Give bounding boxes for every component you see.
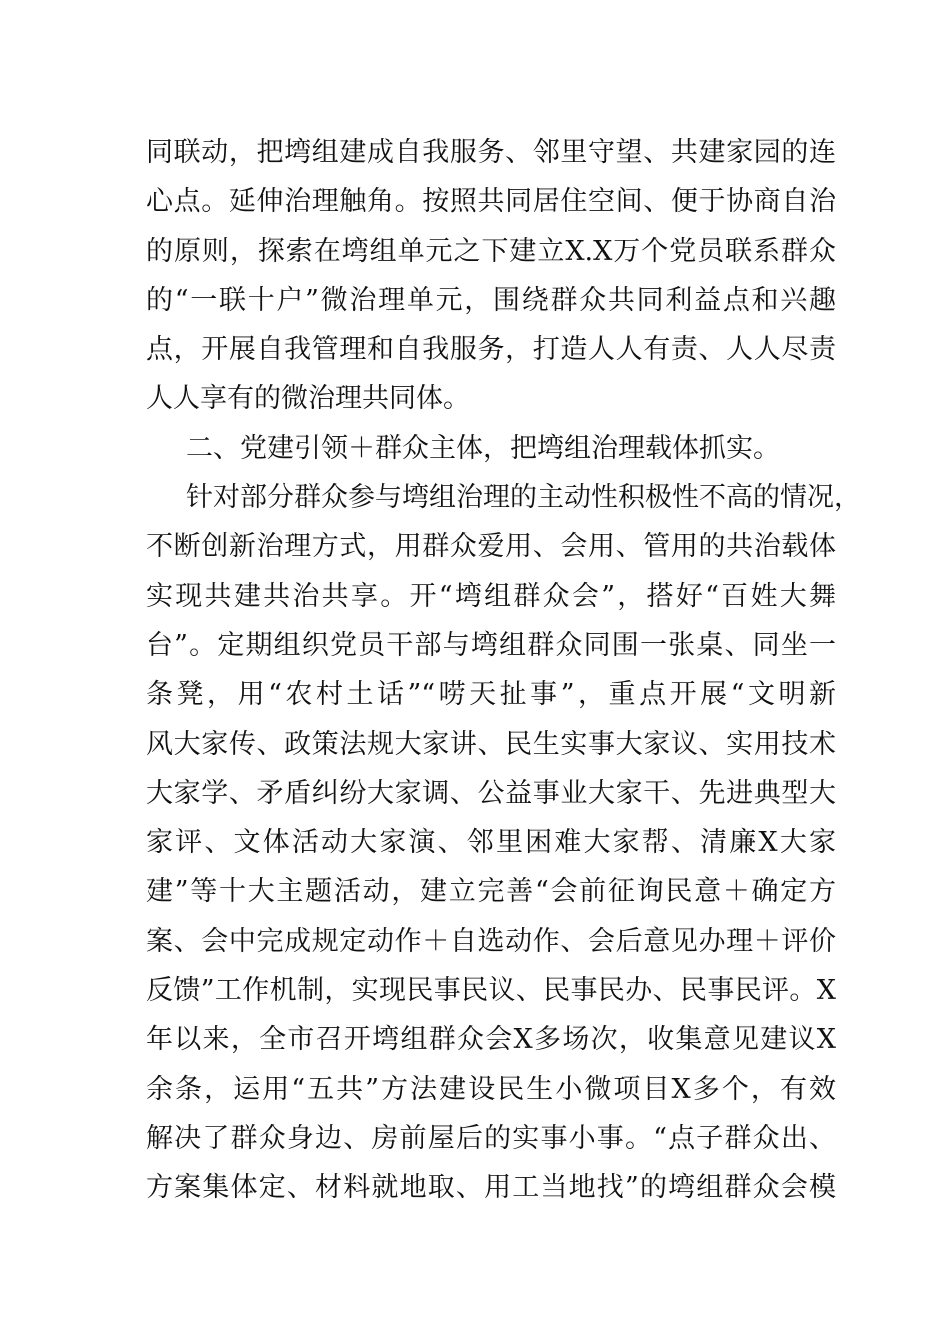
text-line: 年以来，全市召开塆组群众会X多场次，收集意见建议X [146,1024,836,1056]
text-line: 同联动，把塆组建成自我服务、邻里守望、共建家园的连 [146,137,836,168]
text-line: 人人享有的微治理共同体。 [146,383,470,415]
text-line: 大家学、矛盾纠纷大家调、公益事业大家干、先进典型大 [146,777,836,809]
text-line: 台”。定期组织党员干部与塆组群众同围一张桌、同坐一 [146,629,836,661]
text-line: 针对部分群众参与塆组治理的主动性积极性不高的情况， [186,482,861,514]
text-line: 家评、文体活动大家演、邻里困难大家帮、清廉X大家 [146,827,836,859]
text-line: 条凳，用“农村土话”“唠天扯事”，重点开展“文明新 [146,679,836,711]
text-line: 实现共建共治共享。开“塆组群众会”，搭好“百姓大舞 [146,580,836,612]
text-line: 建”等十大主题活动，建立完善“会前征询民意＋确定方 [146,876,836,908]
body-text [146,128,861,1213]
text-line: 的原则，探索在塆组单元之下建立X.X万个党员联系群众 [146,235,836,267]
text-line: 风大家传、政策法规大家讲、民生实事大家议、实用技术 [146,728,836,760]
text-line: 案、会中完成规定动作＋自选动作、会后意见办理＋评价 [146,925,836,957]
text-line: 反馈”工作机制，实现民事民议、民事民办、民事民评。X [146,975,836,1007]
text-line: 的“一联十户”微治理单元，围绕群众共同利益点和兴趣 [146,284,836,316]
text-line: 余条，运用“五共”方法建设民生小微项目X多个，有效 [146,1073,836,1105]
section-heading: 二、党建引领＋群众主体，把塆组治理载体抓实。 [186,432,780,464]
text-line: 心点。延伸治理触角。按照共同居住空间、便于协商自治 [146,186,836,218]
text-line: 不断创新治理方式，用群众爱用、会用、管用的共治载体 [146,531,836,563]
text-line: 方案集体定、材料就地取、用工当地找”的塆组群众会模 [146,1172,836,1204]
text-line: 解决了群众身边、房前屋后的实事小事。“点子群众出、 [146,1122,836,1154]
text-line: 点，开展自我管理和自我服务，打造人人有责、人人尽责 [146,334,836,366]
